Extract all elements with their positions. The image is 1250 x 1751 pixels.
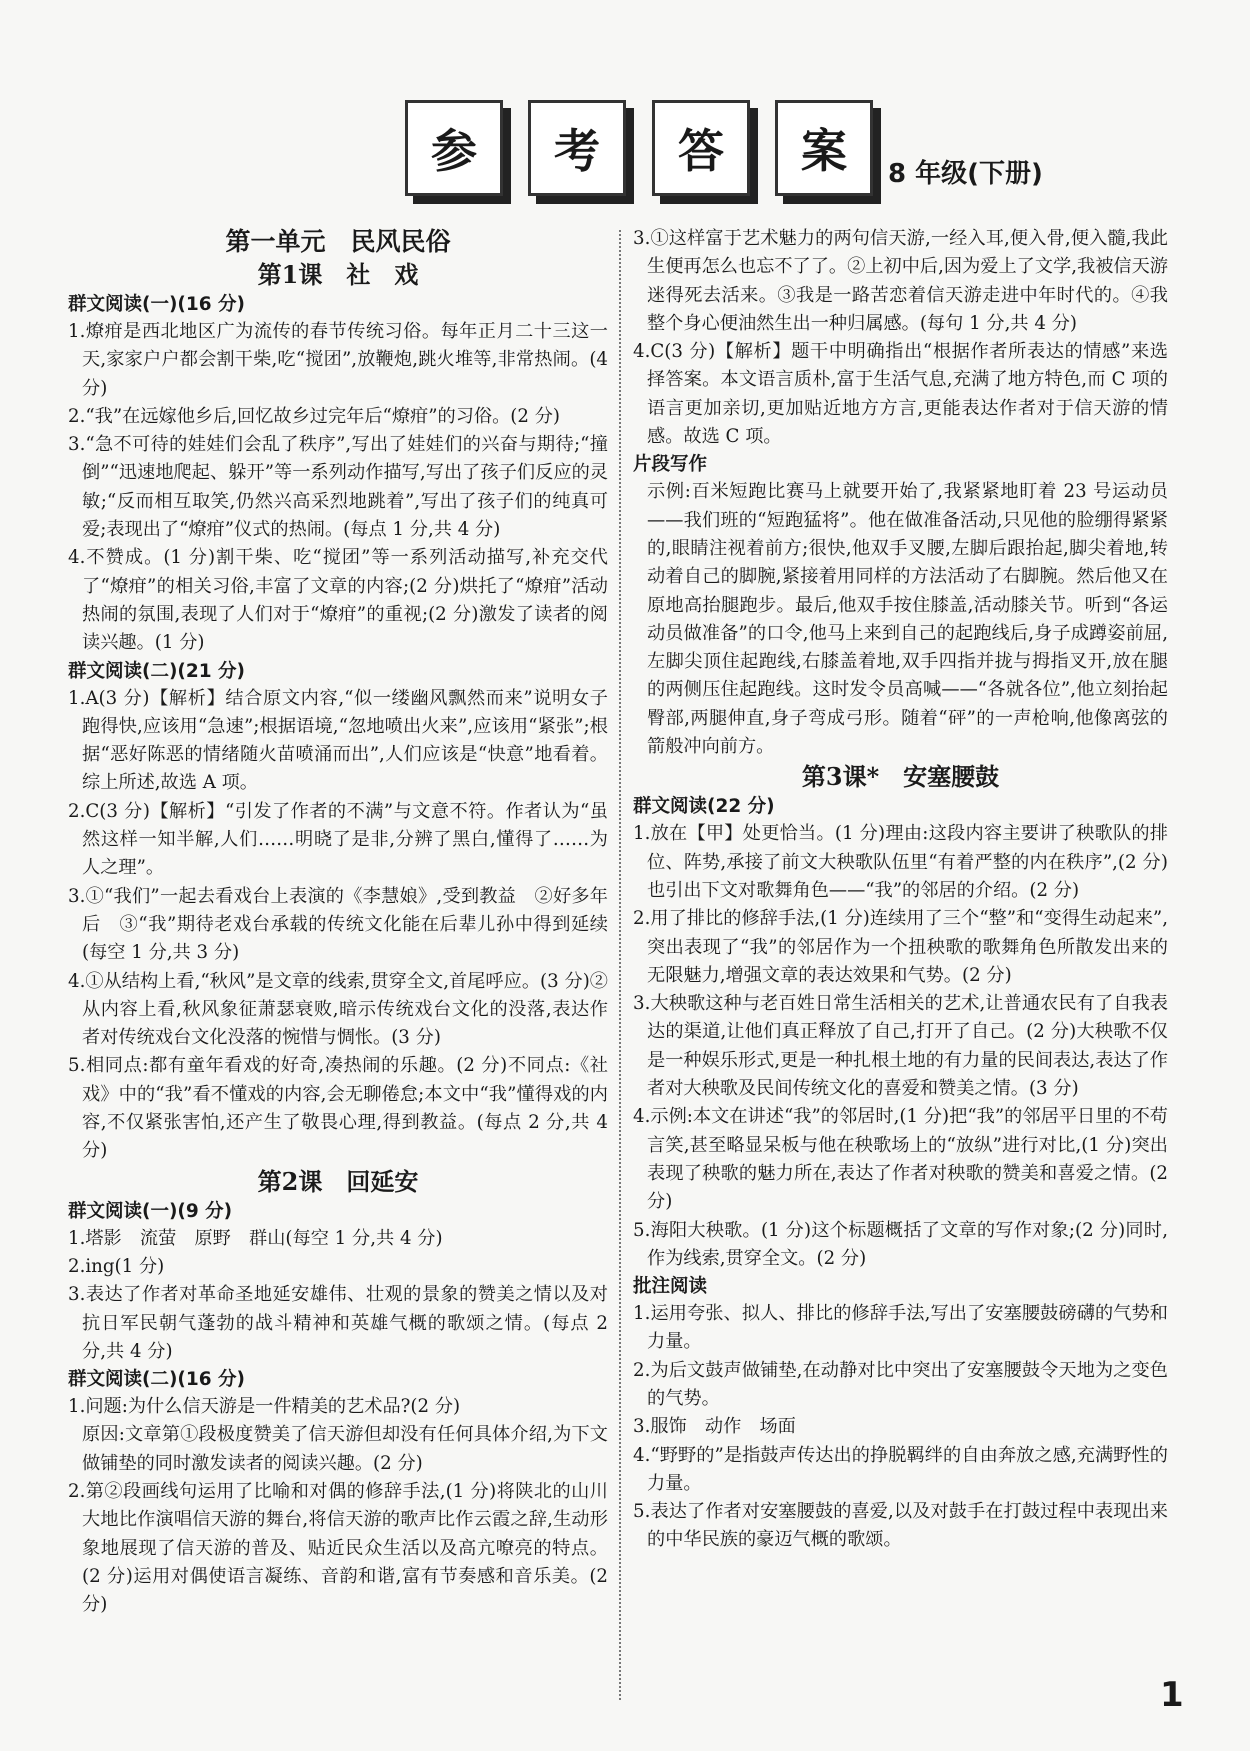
- answer-item: 4.①从结构上看,“秋风”是文章的线索,贯穿全文,首尾呼应。(3 分)②从内容上看,秋风象征萧瑟衰败,暗示传统戏台文化的没落,表达作者对传统戏台文化没落的惋惜与惆怅。(3 分): [68, 970, 608, 1049]
- writing-sample: 示例:百米短跑比赛马上就要开始了,我紧紧地盯着 23 号运动员——我们班的“短跑猛将”。他在做准备活动,只见他的脸绷得紧紧的,眼睛注视着前方;很快,他双手叉腰,左脚后跟抬起,脚尖着地,转动着自己的脚腕,紧接着用同样的方法活动了右脚腕。然后他又在原地高抬腿跑步。最后,他双手按住膝盖,活动膝关节。听到“各运动员做准备”的口令,他马上来到自己的起跑线后,身子成蹲姿前屈,左脚尖顶住起跑线,右膝盖着地,双手四指并拢与拇指叉开,放在腿的两侧压住起跑线。这时发令员高喊——“各就各位”,他立刻抬起臀部,两腿伸直,身子弯成弓形。随着“砰”的一声枪响,他像离弦的箭般冲向前方。: [647, 481, 1168, 758]
- answer-continuation: 原因:文章第①段极度赞美了信天游但却没有任何具体介绍,为下文做铺垫的同时激发读者的阅读兴趣。(2 分): [82, 1424, 608, 1474]
- lesson-1-heading: 第1课 社 戏: [257, 260, 419, 289]
- answer-item: 2.ing(1 分): [68, 1255, 165, 1277]
- answer-item: 2.第②段画线句运用了比喻和对偶的修辞手法,(1 分)将陕北的山川大地比作演唱信天游的舞台,将信天游的歌声比作云霞之辞,生动形象地展现了信天游的普及、贴近民众生活以及高亢嘹亮的特点。(2 分)运用对偶使语言凝练、音韵和谐,富有节奏感和音乐美。(2 分): [68, 1480, 608, 1616]
- section-heading: 片段写作: [633, 454, 708, 476]
- answer-item: 4.“野野的”是指鼓声传达出的挣脱羁绊的自由奔放之感,充满野性的力量。: [633, 1444, 1168, 1494]
- unit-heading: 第一单元 民风民俗: [225, 227, 451, 256]
- answer-item: 4.示例:本文在讲述“我”的邻居时,(1 分)把“我”的邻居平日里的不苟言笑,甚至略显呆板与他在秧歌场上的“放纵”进行对比,(1 分)突出表现了秧歌的魅力所在,表达了作者对秧歌的赞美和喜爱之情。(2 分): [633, 1106, 1168, 1213]
- grade-label: 8 年级(下册): [888, 159, 1043, 189]
- answer-item: 2.用了排比的修辞手法,(1 分)连续用了三个“整”和“变得生动起来”,突出表现了“我”的邻居作为一个扭秧歌的歌舞角色所散发出来的无限魅力,增强文章的表达效果和气势。(2 分): [633, 908, 1168, 986]
- answer-item: 4.不赞成。(1 分)割干柴、吃“搅团”等一系列活动描写,补充交代了“燎疳”的相关习俗,丰富了文章的内容;(2 分)烘托了“燎疳”活动热闹的氛围,表现了人们对于“燎疳”的重视;(2 分)激发了读者的阅读兴趣。(1 分): [68, 547, 608, 654]
- answer-item: 1.A(3 分)【解析】结合原文内容,“似一缕幽风飘然而来”说明女子跑得快,应该用“急速”;根据语境,“忽地喷出火来”,应该用“紧张”;根据“恶好陈恶的情绪随火苗喷涌而出”,人们应该是“快意”地看着。综上所述,故选 A 项。: [68, 687, 608, 794]
- section-heading: 群文阅读(二)(21 分): [68, 660, 246, 682]
- title-char-2: 考: [528, 100, 626, 196]
- answer-item: 3.“急不可待的娃娃们会乱了秩序”,写出了娃娃们的兴奋与期待;“撞倒”“迅速地爬起、躲开”等一系列动作描写,写出了孩子们反应的灵敏;“反而相互取笑,仍然兴高采烈地跳着”,写出了孩子们的纯真可爱;表现出了“燎疳”仪式的热闹。(每点 1 分,共 4 分): [68, 434, 608, 541]
- answer-item: 1.运用夸张、拟人、排比的修辞手法,写出了安塞腰鼓磅礴的气势和力量。: [633, 1303, 1168, 1353]
- answer-item: 1.塔影 流萤 原野 群山(每空 1 分,共 4 分): [68, 1227, 443, 1249]
- answer-item: 5.表达了作者对安塞腰鼓的喜爱,以及对鼓手在打鼓过程中表现出来的中华民族的豪迈气概的歌颂。: [633, 1501, 1168, 1551]
- answer-item: 2.C(3 分)【解析】“引发了作者的不满”与文意不符。作者认为“虽然这样一知半解,人们……明晓了是非,分辨了黑白,懂得了……为人之理”。: [68, 800, 608, 879]
- answer-item: 5.相同点:都有童年看戏的好奇,凑热闹的乐趣。(2 分)不同点:《社戏》中的“我”看不懂戏的内容,会无聊倦怠;本文中“我”懂得戏的内容,不仅紧张害怕,还产生了敬畏心理,得到教益。(每点 2 分,共 4 分): [68, 1055, 608, 1162]
- lesson-2-heading: 第2课 回延安: [257, 1166, 419, 1196]
- answer-item: 3.大秧歌这种与老百姓日常生活相关的艺术,让普通农民有了自我表达的渠道,让他们真正释放了自己,打开了自己。(2 分)大秧歌不仅是一种娱乐形式,更是一种扎根土地的有力量的民间表达,表达了作者对大秧歌及民间传统文化的喜爱和赞美之情。(3 分): [633, 993, 1168, 1100]
- title-char-1: 参: [405, 100, 503, 196]
- answer-item: 1.问题:为什么信天游是一件精美的艺术品?(2 分): [68, 1396, 461, 1418]
- section-heading: 群文阅读(一)(16 分): [68, 294, 246, 315]
- title-char-3: 答: [652, 100, 750, 196]
- answer-item: 3.①这样富于艺术魅力的两句信天游,一经入耳,便入骨,便入髓,我此生便再怎么也忘不了了。②上初中后,因为爱上了文学,我被信天游迷得死去活来。③我是一路苦恋着信天游走进中年时代的。④我整个身心便油然生出一种归属感。(每句 1 分,共 4 分): [633, 228, 1168, 334]
- title-char-4: 案: [775, 100, 873, 196]
- column-divider: [619, 230, 621, 1700]
- answer-item: 2.“我”在远嫁他乡后,回忆故乡过完年后“燎疳”的习俗。(2 分): [68, 405, 560, 427]
- section-heading: 批注阅读: [633, 1276, 708, 1298]
- section-heading: 群文阅读(一)(9 分): [68, 1200, 233, 1222]
- answer-item: 3.①“我们”一起去看戏台上表演的《李慧娘》,受到教益 ②好多年后 ③“我”期待老戏台承载的传统文化能在后辈儿孙中得到延续(每空 1 分,共 3 分): [68, 885, 608, 964]
- answer-item: 3.表达了作者对革命圣地延安雄伟、壮观的景象的赞美之情以及对抗日军民朝气蓬勃的战斗精神和英雄气概的歌颂之情。(每点 2 分,共 4 分): [68, 1284, 608, 1362]
- page-number: 1: [1160, 1675, 1184, 1715]
- answer-item: 3.服饰 动作 场面: [633, 1416, 796, 1438]
- answer-item: 1.放在【甲】处更恰当。(1 分)理由:这段内容主要讲了秧歌队的排位、阵势,承接了前文大秧歌队伍里“有着严整的内在秩序”,(2 分)也引出下文对歌舞角色——“我”的邻居的介绍。(2 分): [633, 823, 1168, 901]
- section-heading: 群文阅读(22 分): [633, 796, 775, 818]
- lesson-3-heading: 第3课* 安塞腰鼓: [801, 762, 1000, 792]
- answer-item: 2.为后文鼓声做铺垫,在动静对比中突出了安塞腰鼓令天地为之变色的气势。: [633, 1359, 1168, 1409]
- page-header: [0, 0, 1250, 200]
- answer-item: 1.燎疳是西北地区广为流传的春节传统习俗。每年正月二十三这一天,家家户户都会割干柴,吃“搅团”,放鞭炮,跳火堆等,非常热闹。(4 分): [68, 321, 608, 399]
- section-heading: 群文阅读(二)(16 分): [68, 1369, 246, 1391]
- left-column: [68, 225, 608, 1619]
- right-column: [633, 225, 1168, 1555]
- answer-item: 5.海阳大秧歌。(1 分)这个标题概括了文章的写作对象;(2 分)同时,作为线索,贯穿全文。(2 分): [633, 1219, 1168, 1269]
- answer-item: 4.C(3 分)【解析】题干中明确指出“根据作者所表达的情感”来选择答案。本文语言质朴,富于生活气息,充满了地方特色,而 C 项的语言更加亲切,更加贴近地方方言,更能表达作者对于信天游的情感。故选 C 项。: [633, 341, 1168, 448]
